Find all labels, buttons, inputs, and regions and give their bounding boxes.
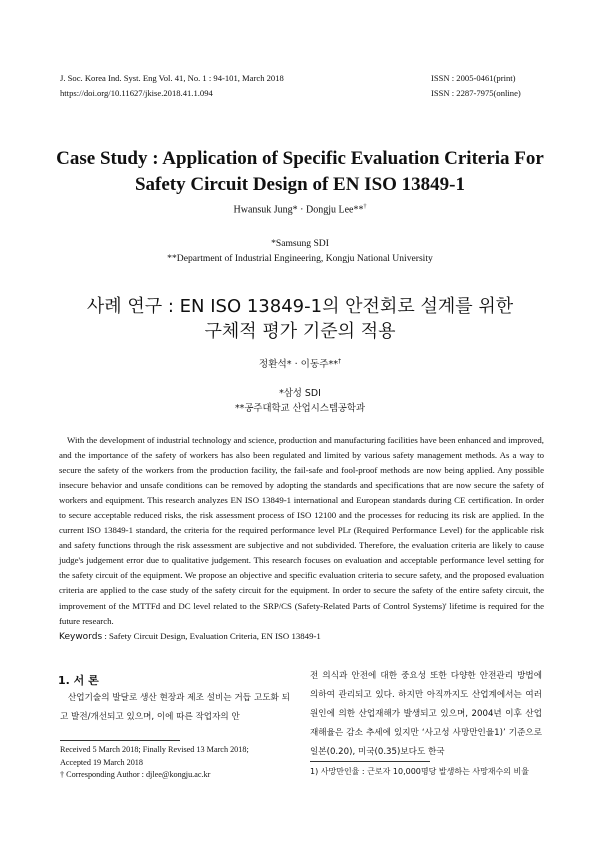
keywords — [59, 631, 321, 642]
korean-affiliation-1: *삼성 SDI — [279, 388, 321, 399]
korean-authors — [0, 356, 600, 370]
english-title — [40, 146, 560, 198]
korean-affiliations — [0, 386, 600, 416]
corresponding-mark: † — [363, 204, 367, 210]
english-title-line2: Safety Circuit Design of EN ISO 13849-1 — [134, 174, 466, 195]
english-affiliation-2: **Department of Industrial Engineering, Kongju National University — [167, 253, 433, 264]
korean-title-line1: 사례 연구 : EN ISO 13849-1의 안전회로 설계를 위한 — [86, 296, 514, 317]
footnote-1: 1) 사망만인율 : 근로자 10,000명당 발생하는 사망재수의 비율 — [310, 767, 529, 776]
received-date: Received 5 March 2018; Finally Revised 13 March 2018; — [60, 745, 249, 754]
korean-corresponding-mark: † — [338, 357, 342, 365]
journal-header — [60, 71, 284, 101]
korean-affiliation-2: **공주대학교 산업시스템공학과 — [234, 403, 366, 414]
korean-author-names: 정환석* · 이동주** — [258, 359, 339, 370]
corresponding-author: † Corresponding Author : djlee@kongju.ac.kr — [60, 770, 211, 780]
doi-link[interactable]: https://doi.org/10.11627/jkise.2018.41.1.094 — [60, 88, 213, 98]
korean-title — [40, 294, 560, 344]
keywords-value: : Safety Circuit Design, Evaluation Criteria, EN ISO 13849-1 — [104, 631, 321, 641]
issn-header — [431, 71, 521, 101]
journal-citation: J. Soc. Korea Ind. Syst. Eng Vol. 41, No. 1 : 94-101, March 2018 — [60, 73, 284, 83]
english-author-names: Hwansuk Jung* · Dongju Lee** — [233, 204, 364, 216]
abstract: With the development of industrial technology and science, production and manufacturing facilities have been enhanced and improved, and the importance of the safety of workers has also been regulated and limited by various safety management methods. As a way to secure the safety of the workers from the production facility, the fail-safe and fool-proof methods are now being applied. Any possible insecure behavior and unsafe conditions can be removed by adopting the standards and specifications that are now secure the safety of workers and equipment. This research analyzes EN ISO 13849-1 international and European standards during CE certification. In order to secure acceptable reduced risks, the risk assessment process of ISO 12100 and the processes for reducing its risk are applied. In the current ISO 13849-1 standard, the criteria for the required performance level PLr (Required Performance Level) for the applicable risk and safety functions through the risk assessment are subjective and not subdivided. Therefore, the evaluation criteria are likely to cause judge's judgement error due to qualitative judgement. This research focuses on evaluation and acceptable performance level setting for the safety circuit of the equipment. We propose an objective and specific evaluation criteria to secure safety, and the proposed evaluation criteria are applied to the case study of the safety circuit for the equipment. In order to secure the safety of the entire safety circuit, the improvement of the MTTFd and DC level related to the SRP/CS (Safety-Related Parts of Control Systems)' lifetime is required for the future research. — [59, 435, 544, 626]
english-affiliations — [0, 236, 600, 266]
footnote-divider-left — [60, 740, 180, 741]
korean-title-line2: 구체적 평가 기준의 적용 — [204, 321, 396, 342]
issn-online: ISSN : 2287-7975(online) — [431, 88, 521, 98]
body-left-column: 산업기술의 발달로 생산 현장과 제조 설비는 거듭 고도화 되고 발전/개선되고 있으며, 이에 따른 작업자의 안 — [60, 693, 290, 722]
body-right-column: 전 의식과 안전에 대한 중요성 또한 다양한 안전관리 방법에 의하여 관리되고 있다. 하지만 아직까지도 산업계에서는 여러 원인에 의한 산업재해가 발생되고 있으며, 2004년 이후 산업재해율은 감소 추세에 있지만 ‘사고성 사망만인율1)’ 기준으로 일본(0.20), 미국(0.35)보다도 한국 — [310, 671, 542, 757]
article-footnotes — [60, 744, 249, 782]
english-affiliation-1: *Samsung SDI — [271, 238, 329, 249]
issn-print: ISSN : 2005-0461(print) — [431, 73, 516, 83]
keywords-label: Keywords — [59, 632, 103, 642]
footnote-divider-right — [310, 761, 430, 762]
accepted-date: Accepted 19 March 2018 — [60, 757, 143, 767]
english-authors — [0, 204, 600, 215]
section-heading: 1. 서 론 — [58, 674, 99, 687]
english-title-line1: Case Study : Application of Specific Evaluation Criteria For — [56, 148, 544, 169]
